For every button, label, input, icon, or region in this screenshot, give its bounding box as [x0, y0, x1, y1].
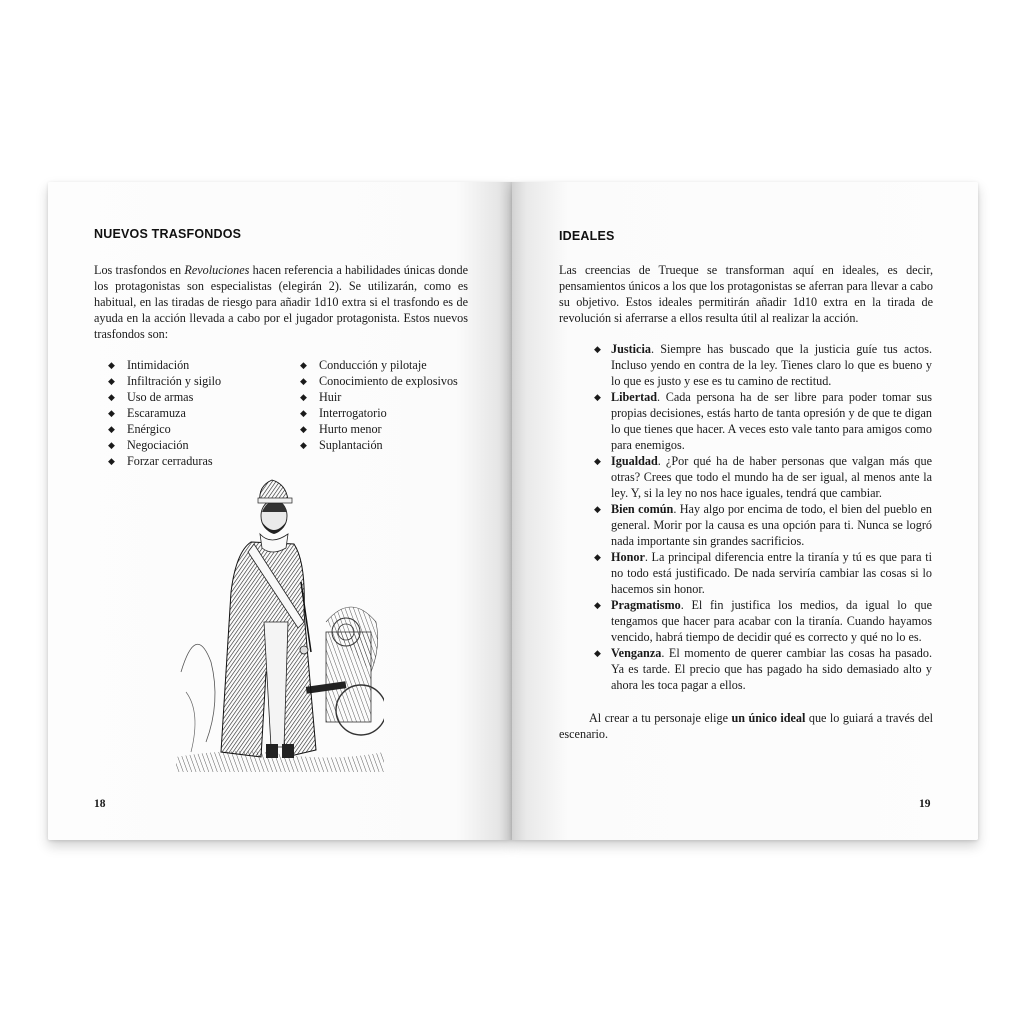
list-item	[300, 437, 490, 453]
list-item-label: Huir	[319, 390, 342, 404]
ideal-item	[594, 341, 932, 389]
list-item	[108, 405, 288, 421]
diamond-bullet-icon: ◆	[108, 408, 115, 418]
list-item	[300, 389, 490, 405]
ideal-item	[594, 453, 932, 501]
diamond-bullet-icon: ◆	[594, 552, 601, 562]
diamond-bullet-icon: ◆	[594, 456, 601, 466]
ideal-description: . Cada persona ha de ser libre para poder tomar sus propias decisiones, estás harto de tanta opresión y de que te digan lo que tienes que hacer. A veces esto vale tanto para amigos como para enemigos.	[611, 390, 932, 452]
ideal-description: . ¿Por qué ha de haber personas que valgan más que otras? Crees que todo el mundo ha de ser igual, al menos ante la ley. Y, si la ley no nos hace iguales, tendrá que cambiar.	[611, 454, 932, 500]
ideal-item	[594, 645, 932, 693]
right-page-number: 19	[919, 798, 931, 810]
left-intro-paragraph: Los trasfondos en Revoluciones hacen referencia a habilidades únicas donde los protagonistas son especialistas (elegirán 2). Se utilizarán, como es habitual, en las tiradas de riesgo para añadir 1d10 extra si el trasfondo es de ayuda en la acción llevada a cabo por el jugador protagonista. Estos nuevos trasfondos son:	[94, 263, 469, 341]
ideal-item	[594, 501, 932, 549]
diamond-bullet-icon: ◆	[300, 360, 307, 370]
ideals-list	[594, 341, 932, 693]
ideal-description: . La principal diferencia entre la tiranía y tú es que para ti no todo está justificado. De nada serviría cambiar las cosas si lo hacemos sin honor.	[611, 550, 932, 596]
ideal-name: Justicia	[611, 342, 651, 356]
revolutionary-soldier-illustration	[176, 472, 384, 772]
list-item	[300, 357, 490, 373]
diamond-bullet-icon: ◆	[300, 424, 307, 434]
list-item-label: Hurto menor	[319, 422, 382, 436]
list-item	[108, 437, 288, 453]
ideal-description: . El momento de querer cambiar las cosas ha pasado. Ya es tarde. El precio que has pagado ha sido demasiado alto y ahora les toca pagar a ellos.	[611, 646, 932, 692]
ideal-name: Honor	[611, 550, 645, 564]
ideal-name: Pragmatismo	[611, 598, 681, 612]
diamond-bullet-icon: ◆	[108, 360, 115, 370]
ideal-description: . Siempre has buscado que la justicia guíe tus actos. Incluso yendo en contra de la ley. Tienes claro lo que es bueno y lo que es justo y ese es tu camino de rectitud.	[611, 342, 932, 388]
diamond-bullet-icon: ◆	[594, 648, 601, 658]
list-item	[108, 453, 288, 469]
ideal-item	[594, 389, 932, 453]
list-item	[108, 373, 288, 389]
right-closing-paragraph: Al crear a tu personaje elige un único ideal que lo guiará a través del escenario.	[559, 711, 933, 741]
ideal-description: . Hay algo por encima de todo, el bien del pueblo en general. Morir por la causa es una opción para ti. Nunca se logró nada importante sin grandes sacrificios.	[611, 502, 932, 548]
ideal-name: Libertad	[611, 390, 658, 404]
list-item-label: Suplantación	[319, 438, 383, 452]
ideal-item	[594, 597, 932, 645]
ideal-item	[594, 549, 932, 597]
list-item-label: Negociación	[127, 438, 189, 452]
list-item-label: Conducción y pilotaje	[319, 358, 427, 372]
ideal-name: Venganza	[611, 646, 662, 660]
list-item-label: Escaramuza	[127, 406, 186, 420]
list-item-label: Enérgico	[127, 422, 171, 436]
diamond-bullet-icon: ◆	[594, 600, 601, 610]
list-item	[300, 373, 490, 389]
diamond-bullet-icon: ◆	[300, 392, 307, 402]
list-item	[300, 421, 490, 437]
diamond-bullet-icon: ◆	[594, 344, 601, 354]
diamond-bullet-icon: ◆	[108, 424, 115, 434]
left-page-number: 18	[94, 798, 106, 810]
trasfondos-list-col1	[108, 357, 288, 469]
diamond-bullet-icon: ◆	[594, 504, 601, 514]
list-item	[108, 389, 288, 405]
right-page-heading: IDEALES	[559, 229, 615, 243]
diamond-bullet-icon: ◆	[108, 376, 115, 386]
right-intro-paragraph: Las creencias de Trueque se transforman aquí en ideales, es decir, pensamientos únicos a los que los protagonistas se aferran para llevar a cabo su objetivo. Estos ideales permitirán añadir 1d10 extra en la tirada de revolución si aferrarse a ellos resulta útil al realizar la acción.	[559, 263, 933, 325]
list-item-label: Uso de armas	[127, 390, 194, 404]
list-item	[108, 357, 288, 373]
left-page	[48, 182, 512, 840]
diamond-bullet-icon: ◆	[108, 392, 115, 402]
diamond-bullet-icon: ◆	[300, 408, 307, 418]
diamond-bullet-icon: ◆	[300, 376, 307, 386]
list-item-label: Conocimiento de explosivos	[319, 374, 458, 388]
diamond-bullet-icon: ◆	[300, 440, 307, 450]
left-page-heading: NUEVOS TRASFONDOS	[94, 227, 242, 241]
diamond-bullet-icon: ◆	[108, 440, 115, 450]
list-item-label: Forzar cerraduras	[127, 454, 213, 468]
trasfondos-list-col2	[300, 357, 490, 453]
ideal-name: Bien común	[611, 502, 674, 516]
list-item-label: Intimidación	[127, 358, 190, 372]
ideal-description: . El fin justifica los medios, da igual lo que tengamos que hacer para acabar con la tiranía. Cuando hayamos vencido, habrá tiempo de decidir qué es correcto y qué no lo es.	[611, 598, 932, 644]
list-item-label: Interrogatorio	[319, 406, 387, 420]
diamond-bullet-icon: ◆	[594, 392, 601, 402]
ideal-name: Igualdad	[611, 454, 658, 468]
diamond-bullet-icon: ◆	[108, 456, 115, 466]
list-item	[300, 405, 490, 421]
open-book	[48, 182, 978, 840]
list-item-label: Infiltración y sigilo	[127, 374, 222, 388]
right-page	[512, 182, 978, 840]
list-item	[108, 421, 288, 437]
